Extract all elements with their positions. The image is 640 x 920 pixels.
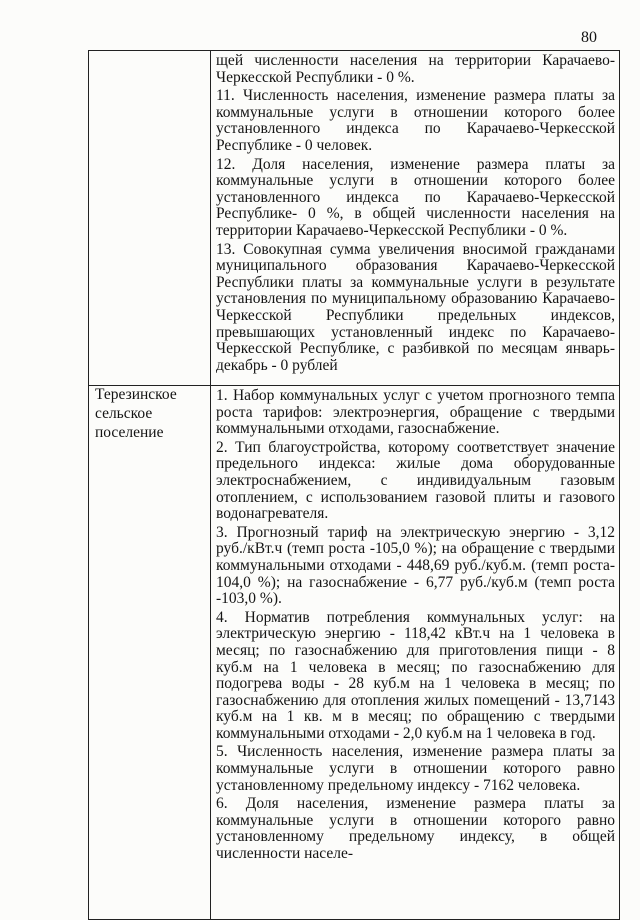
indicator-paragraph: 6. Доля населения, изменение размера платы за коммунальные услуги в отношении которого равно установленному предельному индексу, в общей численности населе- xyxy=(216,795,615,863)
indicator-paragraph: 3. Прогнозный тариф на электрическую энергию - 3,12 руб./кВт.ч (темп роста -105,0 %); на обращение с твердыми коммунальными отходами - 448,69 руб./куб.м. (темп роста- 104,0 %); на газоснабжение - 6,77 руб./куб.м (темп роста -103,0 %). xyxy=(216,523,615,608)
document-table xyxy=(88,50,620,920)
indicator-paragraph: 2. Тип благоустройства, которому соответствует значение предельного индекса: жилые дома оборудованные электроснабжением, с индивидуальным газовым отоплением, с использованием газовой плиты и газового водонагревателя. xyxy=(216,438,615,523)
indicators-cell xyxy=(216,388,615,865)
indicator-paragraph: 13. Совокупная сумма увеличения вносимой гражданами муниципального образования Карачаево-Черкесской Республики платы за коммунальные услуги в результате установления по муниципальному образованию Карачаево-Черкесской Республики предельных индексов, превышающих установленный индекс по Карачаево-Черкесской Республике, с разбивкой по месяцам январь-декабрь - 0 рублей xyxy=(216,240,615,374)
indicator-paragraph: 1. Набор коммунальных услуг с учетом прогнозного темпа роста тарифов: электроэнергия, обращение с твердыми коммунальными отходами, газоснабжение. xyxy=(216,387,615,438)
column-divider xyxy=(210,51,211,919)
indicator-paragraph: 5. Численность населения, изменение размера платы за коммунальные услуги в отношении которого равно установленному предельному индексу - 7162 человека. xyxy=(216,743,615,794)
indicators-cell xyxy=(216,53,615,376)
indicator-paragraph: 11. Численность населения, изменение размера платы за коммунальные услуги в отношении которого более установленного индекса по Карачаево-Черкесской Республике - 0 человек. xyxy=(216,87,615,154)
indicator-paragraph: щей численности населения на территории Карачаево-Черкесской Республики - 0 %. xyxy=(216,52,615,86)
page-number: 80 xyxy=(581,29,597,46)
indicator-paragraph: 4. Норматив потребления коммунальных услуг: на электрическую энергию - 118,42 кВт.ч на 1 человека в месяц; по газоснабжению для приготовления пищи - 8 куб.м на 1 человека в месяц; по газоснабжению для подогрева воды - 28 куб.м на 1 человека в месяц; по газоснабжению для отопления жилых помещений - 13,7143 куб.м на 1 кв. м в месяц; по обращению с твердыми коммунальными отходами - 2,0 куб.м на 1 человека в год. xyxy=(216,608,615,742)
settlement-name: Терезинское сельское поселение xyxy=(95,386,177,441)
indicator-paragraph: 12. Доля населения, изменение размера платы за коммунальные услуги в отношении которого более установленного индекса по Карачаево-Черкесской Республике- 0 %, в общей численности населения на территории Карачаево-Черкесской Республики - 0 %. xyxy=(216,155,615,239)
